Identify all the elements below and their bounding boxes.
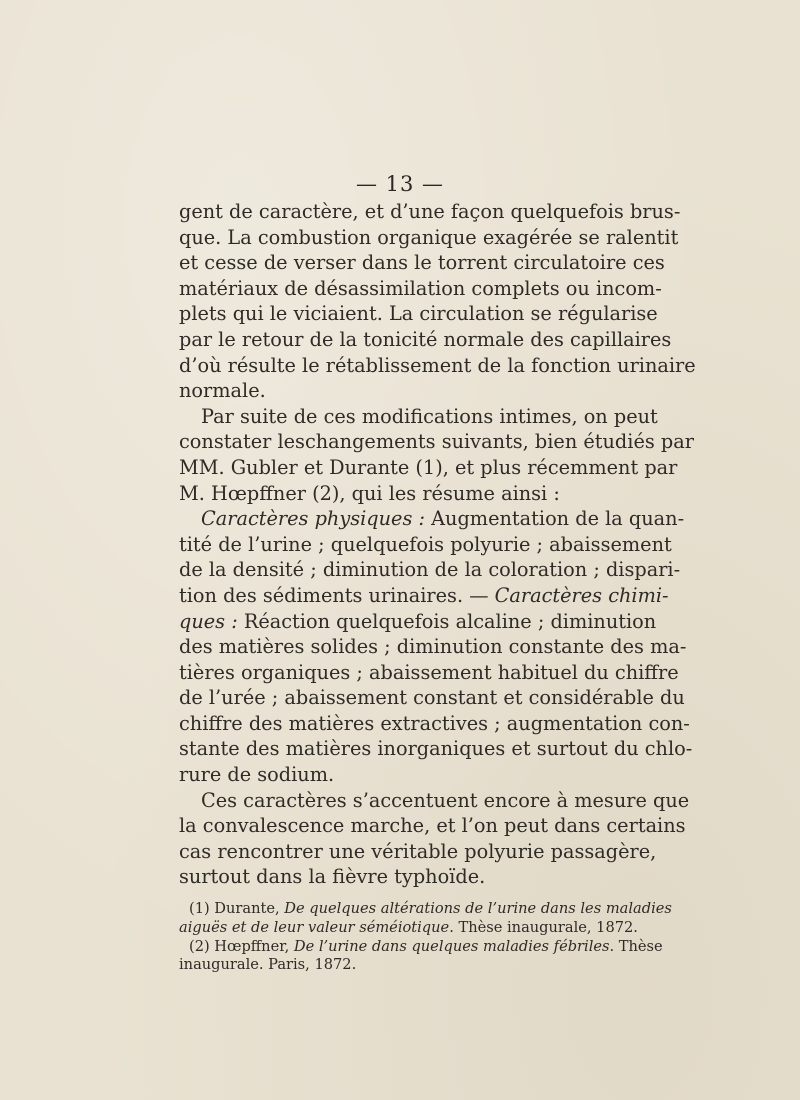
text-span: de l’urée ; abaissement constant et considérable du [179, 686, 685, 710]
page-number: — 13 — [355, 172, 445, 196]
text-span: Réaction quelquefois alcaline ; diminution [237, 609, 657, 633]
text-line [179, 583, 669, 609]
text-span: de la densité ; diminution de la coloration ; dispari- [179, 558, 681, 582]
text-line [179, 685, 685, 711]
text-span: la convalescence marche, et l’on peut dans certains [179, 814, 686, 838]
text-line [179, 250, 665, 276]
text-line [179, 813, 686, 839]
text-span: d’où résulte le rétablissement de la fonction urinaire [179, 353, 696, 377]
text-span: et cesse de verser dans le torrent circulatoire ces [179, 251, 665, 275]
text-line [179, 276, 662, 302]
text-line [179, 429, 694, 455]
text-span: tité de l’urine ; quelquefois polyurie ; abaissement [179, 532, 672, 556]
text-line [179, 301, 658, 327]
text-span: Augmentation de la quan- [424, 507, 685, 531]
italic-text: ques : [179, 609, 238, 633]
text-span: surtout dans la fièvre typhoïde. [179, 865, 486, 889]
text-span: . Thèse [609, 937, 663, 955]
text-span: constater leschangements suivants, bien étudiés par [179, 430, 694, 454]
text-span: MM. Gubler et Durante (1), et plus récemment par [179, 455, 678, 479]
text-span: tion des sédiments urinaires. — [179, 583, 495, 607]
text-line [179, 327, 672, 353]
italic-text: Caractères chimi- [494, 583, 669, 607]
text-span: plets qui le viciaient. La circulation se régularise [179, 302, 658, 326]
text-line [179, 609, 657, 635]
text-line [179, 864, 623, 890]
text-line [179, 378, 623, 404]
text-span: Ces caractères s’accentuent encore à mesure que [201, 788, 690, 812]
footnote-line [179, 956, 623, 975]
footnotes [179, 900, 672, 975]
text-span: inaugurale. Paris, 1872. [179, 956, 357, 974]
text-line [179, 506, 685, 532]
text-line [179, 532, 672, 558]
text-span: cas rencontrer une véritable polyurie passagère, [179, 839, 657, 863]
text-line [179, 199, 681, 225]
text-line [179, 404, 658, 430]
text-line [179, 711, 690, 737]
text-line [179, 736, 693, 762]
text-span: tières organiques ; abaissement habituel du chiffre [179, 660, 679, 684]
text-line [179, 225, 679, 251]
text-line [179, 839, 657, 865]
text-span: (1) Durante, [189, 900, 285, 917]
text-span: (2) Hœpffner, [189, 937, 294, 955]
italic-text: aiguës et de leur valeur séméiotique [179, 918, 450, 936]
italic-text: De quelques altérations de l’urine dans les maladies [284, 900, 672, 917]
italic-text: Caractères physiques : [201, 507, 425, 531]
text-span: des matières solides ; diminution constante des ma- [179, 635, 687, 659]
text-line [179, 788, 690, 814]
italic-text: De l’urine dans quelques maladies fébriles [293, 937, 610, 955]
footnote-line [179, 918, 638, 938]
text-span: Par suite de ces modifications intimes, on peut [201, 404, 658, 428]
text-span: par le retour de la tonicité normale des capillaires [179, 327, 672, 351]
footnote-line [179, 900, 672, 919]
text-line [179, 481, 623, 507]
text-span: chiffre des matières extractives ; augmentation con- [179, 711, 690, 735]
footnote-line [179, 937, 663, 957]
text-line [179, 634, 687, 660]
text-line [179, 762, 623, 788]
text-span: matériaux de désassimilation complets ou incom- [179, 276, 662, 300]
text-line [179, 353, 696, 379]
text-span: M. Hœpffner (2), qui les résume ainsi : [179, 481, 560, 505]
text-line [179, 660, 679, 686]
text-span: que. La combustion organique exagérée se ralentit [179, 225, 679, 249]
text-span: rure de sodium. [179, 763, 335, 787]
text-span: . Thèse inaugurale, 1872. [449, 918, 638, 936]
text-line [179, 455, 678, 481]
body-text [179, 199, 696, 890]
text-span: stante des matières inorganiques et surtout du chlo- [179, 737, 693, 761]
text-span: normale. [179, 379, 266, 403]
text-span: gent de caractère, et d’une façon quelquefois brus- [179, 200, 681, 223]
text-line [179, 557, 681, 583]
